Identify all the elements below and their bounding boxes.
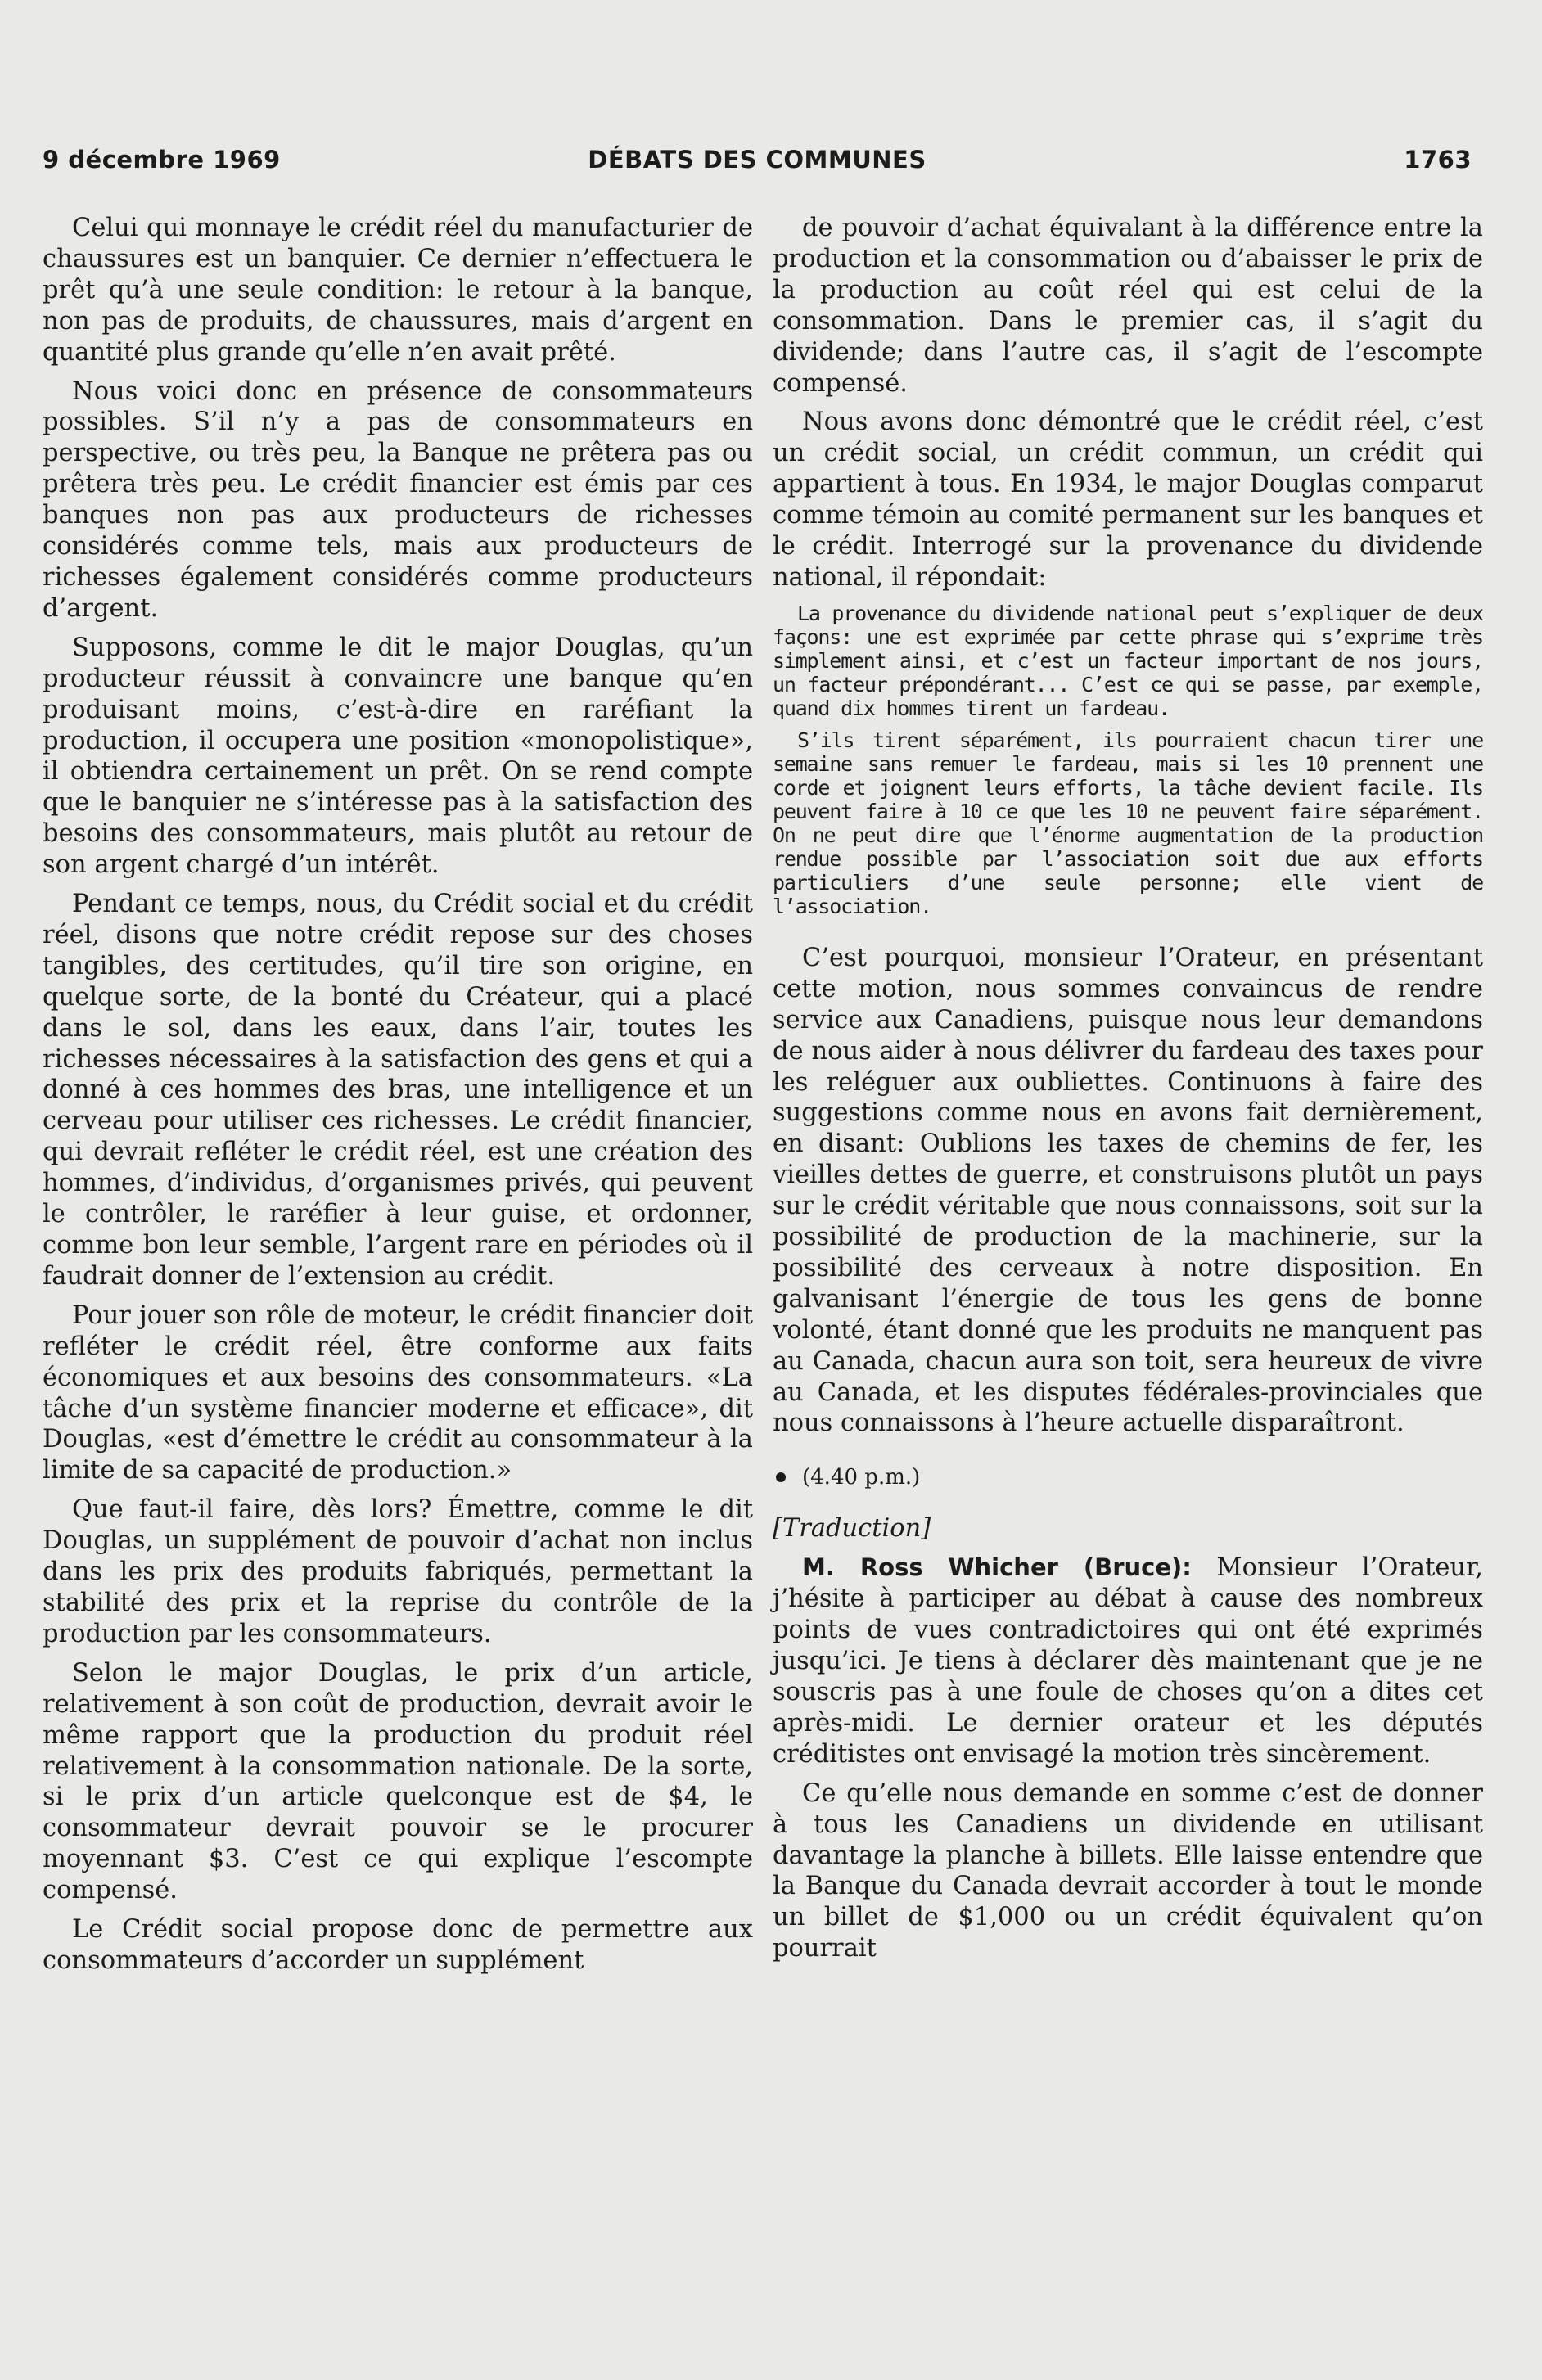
quotation-block (773, 602, 1483, 918)
right-column (773, 213, 1483, 1972)
header-title: DÉBATS DES COMMUNES (588, 146, 927, 174)
paragraph: Nous voici donc en présence de consommateurs possibles. S’il n’y a pas de consommateurs en perspective, ou très peu, la Banque ne prêtera pas ou prêtera très peu. Le crédit financier est émis par ces banques non pas aux producteurs de richesses considérés comme tels, mais aux producteurs de richesses également considérés comme producteurs d’argent. (43, 376, 753, 623)
speaker-name: M. Ross Whicher (Bruce): (802, 1553, 1192, 1582)
paragraph: Ce qu’elle nous demande en somme c’est de donner à tous les Canadiens un dividende en utilisant davantage la planche à billets. Elle laisse entendre que la Banque du Canada devrait accorder à tout le monde un billet de $1,000 ou un crédit équivalent qu’on pourrait (773, 1778, 1483, 1963)
speaker-paragraph (773, 1553, 1483, 1769)
paragraph: de pouvoir d’achat équivalant à la différence entre la production et la consommation ou d’abaisser le prix de la production au coût réel qui est celui de la consommation. Dans le premier cas, il s’agit du dividende; dans l’autre cas, il s’agit de l’escompte compensé. (773, 214, 1483, 398)
paragraph: Celui qui monnaye le crédit réel du manufacturier de chaussures est un banquier. Ce dernier n’effectuera le prêt qu’à une seule condition: le retour à la banque, non pas de produits, de chaussures, mais d’argent en quantité plus grande qu’elle n’en avait prêté. (43, 214, 753, 367)
time-label: (4.40 p.m.) (802, 1465, 921, 1490)
header-date: 9 décembre 1969 (43, 146, 281, 174)
paragraph: Supposons, comme le dit le major Douglas, qu’un producteur réussit à convaincre une banque qu’en produisant moins, c’est-à-dire en raréfiant la production, il occupera une position «monopolistique», il obtiendra certainement un prêt. On se rend compte que le banquier ne s’intéresse pas à la satisfaction des besoins des consommateurs, mais plutôt au retour de son argent chargé d’un intérêt. (43, 633, 753, 880)
paragraph: Que faut-il faire, dès lors? Émettre, comme le dit Douglas, un supplément de pouvoir d’achat non inclus dans les prix des produits fabriqués, permettant la stabilité des prix et la reprise du contrôle de la production par les consommateurs. (43, 1495, 753, 1648)
translation-label: [Traduction] (773, 1514, 931, 1544)
bullet-icon (776, 1472, 786, 1482)
paragraph: Nous avons donc démontré que le crédit réel, c’est un crédit social, un crédit commun, un crédit qui appartient à tous. En 1934, le major Douglas comparut comme témoin au comité permanent sur les banques et le crédit. Interrogé sur la provenance du dividende national, il répondait: (773, 408, 1483, 592)
left-column (43, 213, 753, 1985)
paragraph: C’est pourquoi, monsieur l’Orateur, en présentant cette motion, nous sommes convaincus de rendre service aux Canadiens, puisque nous leur demandons de nous aider à nous délivrer du fardeau des taxes pour les reléguer aux oubliettes. Continuons à faire des suggestions comme nous en avons fait dernièrement, en disant: Oublions les taxes de chemins de fer, les vieilles dettes de guerre, et construisons plutôt un pays sur le crédit véritable que nous connaissons, soit sur la possibilité de production de la machinerie, sur la possibilité des cerveaux à notre disposition. En galvanisant l’énergie de tous les gens de bonne volonté, étant donné que les produits ne manquent pas au Canada, chacun aura son toit, sera heureux de vivre au Canada, et les disputes fédérales-provinciales que nous connaissons à l’heure actuelle disparaîtront. (773, 943, 1483, 1438)
paragraph: Selon le major Douglas, le prix d’un article, relativement à son coût de production, devrait avoir le même rapport que la production du produit réel relativement à la consommation nationale. De la sorte, si le prix d’un article quelconque est de $4, le consommateur devrait pouvoir se le procurer moyennant $3. C’est ce qui explique l’escompte compensé. (43, 1658, 753, 1905)
page-number: 1763 (1404, 146, 1472, 174)
quotation-paragraph: La provenance du dividende national peut s’expliquer de deux façons: une est exprimée par cette phrase qui s’exprime très simplement ainsi, et c’est un facteur important de nos jours, un facteur prépondérant... C’est ce qui se passe, par exemple, quand dix hommes tirent un fardeau. (773, 601, 1483, 720)
page-header (43, 146, 1472, 187)
paragraph: Le Crédit social propose donc de permettre aux consommateurs d’accorder un supplément (43, 1915, 753, 1975)
paragraph: Pour jouer son rôle de moteur, le crédit financier doit refléter le crédit réel, être conforme aux faits économiques et aux besoins des consommateurs. «La tâche d’un système financier moderne et efficace», dit Douglas, «est d’émettre le crédit au consommateur à la limite de sa capacité de production.» (43, 1300, 753, 1485)
speaker-text: Monsieur l’Orateur, j’hésite à participer au débat à cause des nombreux points de vues contradictoires qui ont été exprimés jusqu’ici. Je tiens à déclarer dès maintenant que je ne souscris pas à une foule de choses qu’on a dites cet après-midi. Le dernier orateur et les députés créditistes ont envisagé la motion très sincèrement. (773, 1553, 1483, 1769)
quotation-paragraph: S’ils tirent séparément, ils pourraient chacun tirer une semaine sans remuer le fardeau, mais si les 10 prennent une corde et joignent leurs efforts, la tâche devient facile. Ils peuvent faire à 10 ce que les 10 ne peuvent faire séparément. On ne peut dire que l’énorme augmentation de la production rendue possible par l’association soit due aux efforts particuliers d’une seule personne; elle vient de l’association. (773, 728, 1483, 918)
paragraph: Pendant ce temps, nous, du Crédit social et du crédit réel, disons que notre crédit repose sur des choses tangibles, des certitudes, qu’il tire son origine, en quelque sorte, de la bonté du Créateur, qui a placé dans le sol, dans les eaux, dans l’air, toutes les richesses nécessaires à la satisfaction des gens et qui a donné à ces hommes des bras, une intelligence et un cerveau pour utiliser ces richesses. Le crédit financier, qui devrait refléter le crédit réel, est une création des hommes, d’individus, d’organismes privés, qui peuvent le contrôler, le raréfier à leur guise, et ordonner, comme bon leur semble, l’argent rare en périodes où il faudrait donner de l’extension au crédit. (43, 890, 753, 1291)
time-marker (773, 1465, 1483, 1490)
